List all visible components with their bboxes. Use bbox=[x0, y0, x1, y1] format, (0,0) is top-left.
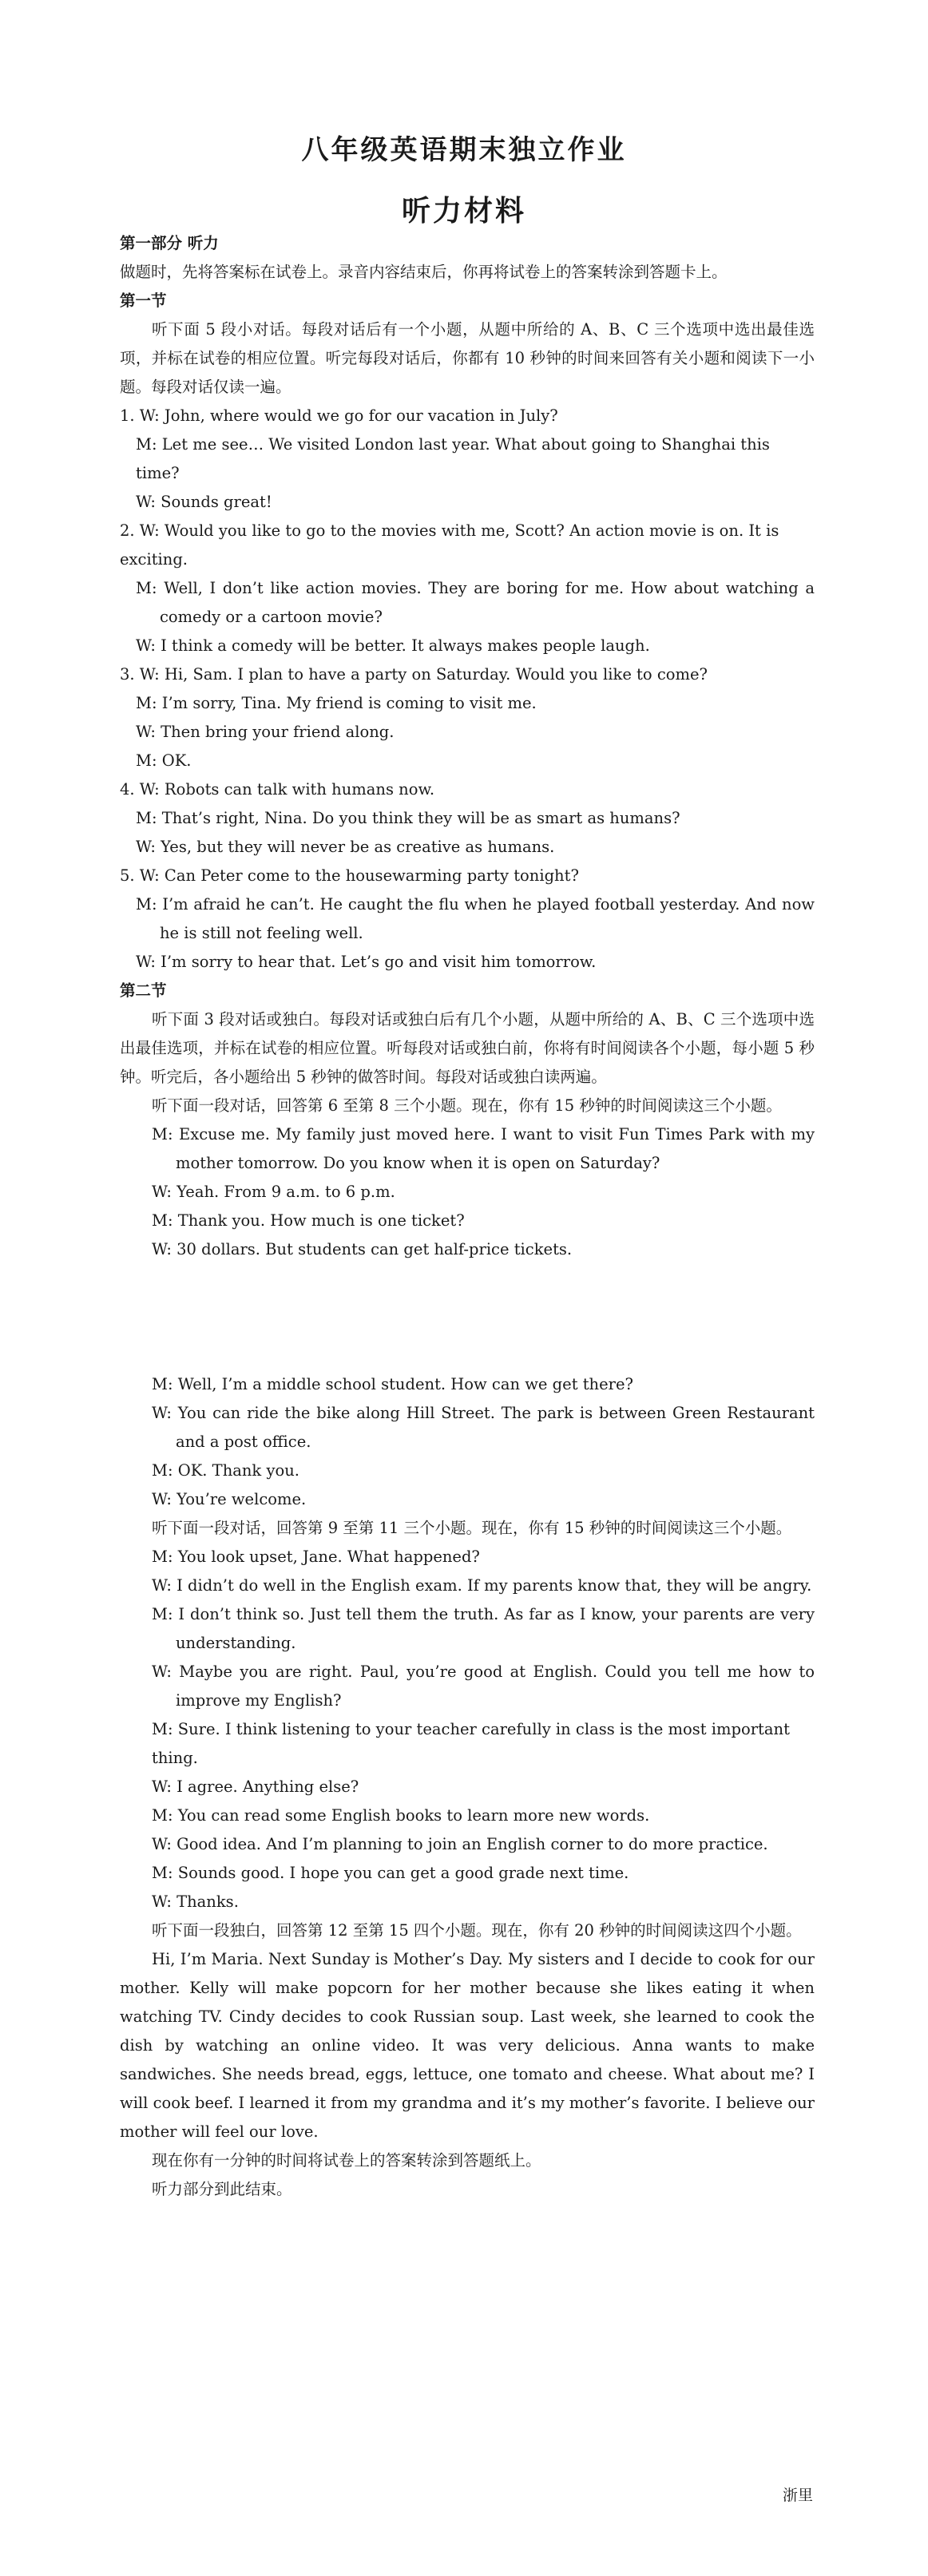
conversation2-line9: M: Sounds good. I hope you can get a good grade next time. bbox=[152, 1864, 629, 1882]
dialogue3-line3: W: Then bring your friend along. bbox=[136, 723, 395, 741]
section1-heading: 第一节 bbox=[120, 291, 167, 310]
dialogue5-line1: 5. W: Can Peter come to the housewarming party tonight? bbox=[120, 866, 579, 885]
dialogue4-line3: W: Yes, but they will never be as creative as humans. bbox=[136, 838, 555, 856]
part1-heading: 第一部分 听力 bbox=[120, 234, 219, 252]
conversation1-line5: M: Well, I’m a middle school student. How can we get there? bbox=[152, 1375, 633, 1393]
section2-heading: 第二节 bbox=[120, 981, 167, 1000]
conversation2-line3: M: I don’t think so. Just tell them the truth. As far as I know, your parents are very understanding. bbox=[152, 1605, 815, 1652]
monologue-text: Hi, I’m Maria. Next Sunday is Mother’s Day. My sisters and I decide to cook for our mother. Kelly will make popcorn for her mother because she likes eating it when watching TV. Cindy decides to cook Russian soup. Last week, she learned to cook the dish by watching an online video. It was very delicious. Anna wants to make sandwiches. She needs bread, eggs, lettuce, one tomato and cheese. What about me? I will cook beef. I learned it from my grandma and it’s my mother’s favorite. I believe our mother will feel our love. bbox=[120, 1950, 815, 2141]
listening-section-bottom bbox=[120, 1370, 815, 2204]
dialogue1-line2: M: Let me see… We visited London last year. What about going to Shanghai this time? bbox=[136, 435, 770, 482]
conversation2-line2: W: I didn’t do well in the English exam. If my parents know that, they will be angry. bbox=[152, 1576, 812, 1595]
dialogue4-line2: M: That’s right, Nina. Do you think they will be as smart as humans? bbox=[136, 809, 680, 827]
part1-instruction: 做题时，先将答案标在试卷上。录音内容结束后，你再将试卷上的答案转涂到答题卡上。 bbox=[120, 263, 728, 281]
conversation2-line5: M: Sure. I think listening to your teacher carefully in class is the most important thing. bbox=[152, 1720, 790, 1767]
conversation2-line10: W: Thanks. bbox=[152, 1892, 239, 1911]
dialogue3-line4: M: OK. bbox=[136, 751, 192, 770]
conversation2-line1: M: You look upset, Jane. What happened? bbox=[152, 1548, 480, 1566]
listening-section-top bbox=[120, 229, 815, 1264]
conversation2-intro: 听下面一段对话，回答第 9 至第 11 三个小题。现在，你有 15 秒钟的时间阅读这三个小题。 bbox=[152, 1519, 792, 1537]
conversation1-line3: M: Thank you. How much is one ticket? bbox=[152, 1211, 465, 1230]
conversation1-line6: W: You can ride the bike along Hill Street. The park is between Green Restaurant and a post office. bbox=[152, 1404, 815, 1451]
monologue-intro: 听下面一段独白，回答第 12 至第 15 四个小题。现在，你有 20 秒钟的时间阅读这四个小题。 bbox=[152, 1921, 802, 1940]
dialogue1-line1: 1. W: John, where would we go for our vacation in July? bbox=[120, 406, 558, 425]
dialogue2-line3: W: I think a comedy will be better. It always makes people laugh. bbox=[136, 636, 650, 655]
document-title: 八年级英语期末独立作业 bbox=[301, 134, 627, 166]
conversation2-line4: W: Maybe you are right. Paul, you’re good at English. Could you tell me how to improve my English? bbox=[152, 1663, 815, 1710]
section1-intro: 听下面 5 段小对话。每段对话后有一个小题，从题中所给的 A、B、C 三个选项中选出最佳选项，并标在试卷的相应位置。听完每段对话后，你都有 10 秒钟的时间来回答有关小题和阅读下一小题。每段对话仅读一遍。 bbox=[120, 320, 815, 396]
end-note: 听力部分到此结束。 bbox=[152, 2180, 292, 2198]
dialogue2-line2: M: Well, I don’t like action movies. They are boring for me. How about watching a comedy or a cartoon movie? bbox=[136, 579, 815, 626]
conversation2-line6: W: I agree. Anything else? bbox=[152, 1777, 359, 1796]
section2-intro: 听下面 3 段对话或独白。每段对话或独白后有几个小题，从题中所给的 A、B、C 三个选项中选出最佳选项，并标在试卷的相应位置。听每段对话或独白前，你将有时间阅读各个小题，每小题 5 秒钟。听完后，各小题给出 5 秒钟的做答时间。每段对话或独白读两遍。 bbox=[120, 1010, 815, 1086]
dialogue5-line2: M: I’m afraid he can’t. He caught the flu when he played football yesterday. And now he is still not feeling well. bbox=[136, 895, 815, 942]
dialogue3-line1: 3. W: Hi, Sam. I plan to have a party on Saturday. Would you like to come? bbox=[120, 665, 708, 684]
footer-mark: 浙里 bbox=[783, 2487, 814, 2504]
conversation1-line2: W: Yeah. From 9 a.m. to 6 p.m. bbox=[152, 1183, 395, 1201]
conversation1-line7: M: OK. Thank you. bbox=[152, 1461, 299, 1480]
dialogue5-line3: W: I’m sorry to hear that. Let’s go and visit him tomorrow. bbox=[136, 953, 597, 971]
document-subtitle: 听力材料 bbox=[401, 194, 526, 228]
conversation2-line8: W: Good idea. And I’m planning to join an English corner to do more practice. bbox=[152, 1835, 768, 1853]
conversation1-line1: M: Excuse me. My family just moved here. I want to visit Fun Times Park with my mother tomorrow. Do you know when it is open on Saturday? bbox=[152, 1125, 815, 1172]
conversation1-line8: W: You’re welcome. bbox=[152, 1490, 307, 1508]
conversation1-line4: W: 30 dollars. But students can get half-price tickets. bbox=[152, 1240, 573, 1258]
dialogue2-line1: 2. W: Would you like to go to the movies with me, Scott? An action movie is on. It is exciting. bbox=[120, 521, 779, 569]
transfer-note: 现在你有一分钟的时间将试卷上的答案转涂到答题纸上。 bbox=[152, 2151, 541, 2170]
conversation1-intro: 听下面一段对话，回答第 6 至第 8 三个小题。现在，你有 15 秒钟的时间阅读这三个小题。 bbox=[152, 1096, 782, 1115]
dialogue1-line3: W: Sounds great! bbox=[136, 493, 272, 511]
dialogue3-line2: M: I’m sorry, Tina. My friend is coming to visit me. bbox=[136, 694, 537, 712]
dialogue4-line1: 4. W: Robots can talk with humans now. bbox=[120, 780, 435, 799]
conversation2-line7: M: You can read some English books to learn more new words. bbox=[152, 1806, 650, 1825]
